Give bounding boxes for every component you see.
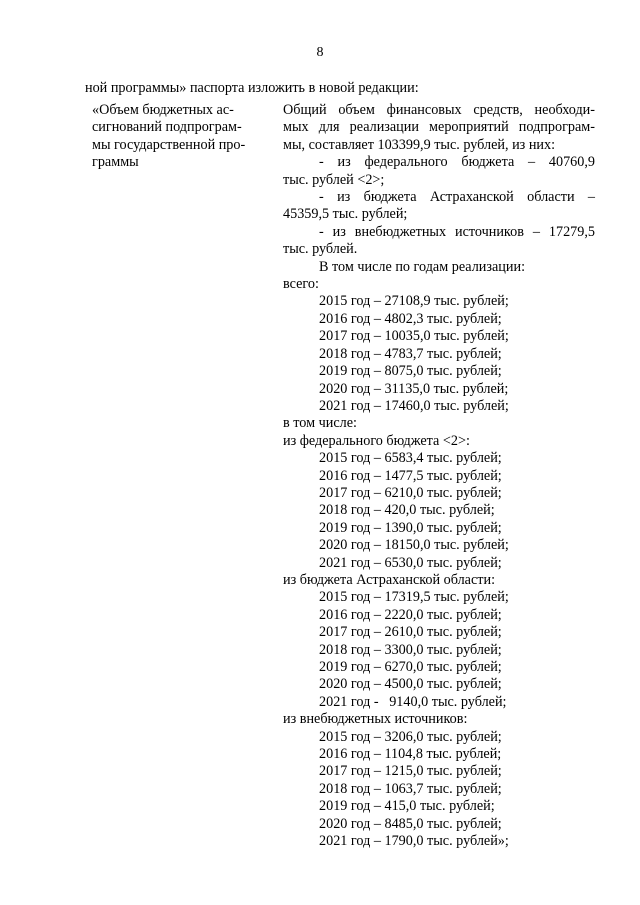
regional-total-line: 45359,5 тыс. рублей; [283,206,408,223]
year-line: 2020 год – 8485,0 тыс. рублей; [319,815,502,832]
regional-total-line: - из бюджета Астраханской области – [319,189,595,206]
year-line: 2016 год – 1477,5 тыс. рублей; [319,467,502,484]
federal-label: из федерального бюджета <2>: [283,432,470,449]
by-years-heading: В том числе по годам реализации: [319,258,526,275]
year-line: 2019 год – 6270,0 тыс. рублей; [319,659,502,675]
left-line: сигнований подпрограм- [92,119,242,136]
year-line: 2018 год – 1063,7 тыс. рублей; [319,780,502,797]
extrabudget-label: из внебюджетных источников: [283,711,468,728]
year-line: 2021 год - 9140,0 тыс. рублей; [319,693,507,710]
year-line: 2020 год – 18150,0 тыс. рублей; [319,537,509,554]
extrabudget-total-line: - из внебюджетных источников – 17279,5 [319,223,595,240]
regional-label: из бюджета Астраханской области: [283,571,496,588]
year-line: 2018 год – 4783,7 тыс. рублей; [319,345,502,362]
year-line: 2016 год – 1104,8 тыс. рублей; [319,746,502,763]
left-line: мы государственной про- [92,136,246,153]
year-line: 2017 год – 10035,0 тыс. рублей; [319,328,509,345]
federal-total-line: - из федерального бюджета – 40760,9 [319,154,595,171]
year-line: 2015 год – 3206,0 тыс. рублей; [319,728,502,745]
year-line: 2018 год – 420,0 тыс. рублей; [319,502,495,519]
year-line: 2017 год – 1215,0 тыс. рублей; [319,763,502,780]
year-line: 2021 год – 17460,0 тыс. рублей; [319,397,509,414]
year-line: 2015 год – 27108,9 тыс. рублей; [319,293,509,310]
year-line: 2020 год – 31135,0 тыс. рублей; [319,380,509,397]
year-line: 2015 год – 6583,4 тыс. рублей; [319,450,502,467]
total-label: всего: [283,276,319,293]
left-column [92,102,267,172]
year-line: 2016 год – 4802,3 тыс. рублей; [319,310,502,327]
page-number: 8 [316,45,324,60]
summary-line: мы, составляет 103399,9 тыс. рублей, из них: [283,136,556,153]
year-line: 2017 год – 2610,0 тыс. рублей; [319,624,502,641]
including-label: в том числе: [283,415,357,432]
year-line: 2021 год – 1790,0 тыс. рублей»; [319,833,509,850]
year-line: 2021 год – 6530,0 тыс. рублей; [319,554,502,571]
left-line: граммы [92,154,139,171]
extrabudget-total-line: тыс. рублей. [283,241,358,258]
year-line: 2019 год – 1390,0 тыс. рублей; [319,519,502,536]
year-line: 2016 год – 2220,0 тыс. рублей; [319,606,502,623]
year-line: 2019 год – 8075,0 тыс. рублей; [319,363,502,380]
intro-line: ной программы» паспорта изложить в новой редакции: [85,80,419,96]
left-line: «Объем бюджетных ас- [92,102,234,118]
federal-total-line: тыс. рублей <2>; [283,171,385,188]
year-line: 2017 год – 6210,0 тыс. рублей; [319,484,502,501]
right-column [283,102,595,850]
year-line: 2019 год – 415,0 тыс. рублей; [319,798,495,815]
year-line: 2020 год – 4500,0 тыс. рублей; [319,676,502,693]
year-line: 2015 год – 17319,5 тыс. рублей; [319,589,509,606]
summary-line: мых для реализации мероприятий подпрограм- [283,119,595,136]
summary-line: Общий объем финансовых средств, необходи- [283,102,595,118]
year-line: 2018 год – 3300,0 тыс. рублей; [319,641,502,658]
